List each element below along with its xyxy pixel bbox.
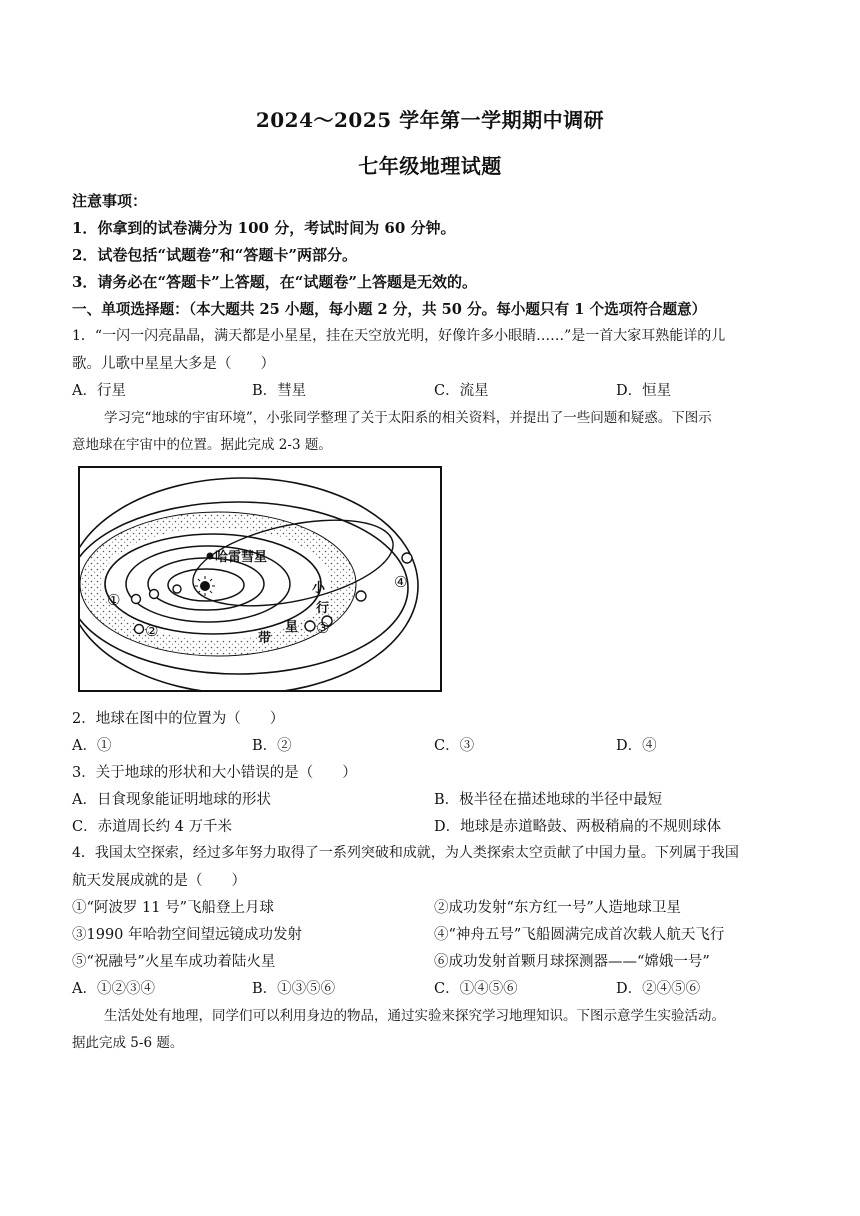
marker-2-label: ②	[145, 622, 159, 640]
halley-comet-dot	[207, 553, 214, 560]
question-1-option-a: A．行星	[72, 383, 126, 399]
question-2-option-c: C．③	[434, 738, 475, 754]
belt-label-3: 带	[258, 631, 272, 646]
question-4-item-4: ④“神舟五号”飞船圆满完成首次载人航天飞行	[434, 927, 725, 943]
question-3-option-c: C．赤道周长约 4 万千米	[72, 819, 233, 835]
belt-label-2: 行	[316, 601, 330, 616]
belt-label-4: 星	[285, 620, 299, 635]
comet-label: 哈雷彗星	[215, 550, 268, 565]
passage-2-line1: 生活处处有地理，同学们可以利用身边的物品，通过实验来探究学习地理知识。下图示意学生实验活动。	[104, 1008, 725, 1024]
question-4-option-c: C．①④⑤⑥	[434, 981, 518, 997]
question-1-stem-line2: 歌。儿歌中星星大多是（ ）	[72, 356, 275, 372]
question-2-option-a: A．①	[72, 738, 112, 754]
question-4-stem-line2: 航天发展成就的是（ ）	[72, 873, 246, 889]
question-1-stem-line1: 1．“一闪一闪亮晶晶，满天都是小星星，挂在天空放光明，好像许多小眼睛……”是一首大家耳熟能详的儿	[72, 328, 726, 344]
question-4-option-b: B．①③⑤⑥	[252, 981, 336, 997]
notice-heading: 注意事项：	[72, 192, 148, 210]
section-heading: 一、单项选择题：（本大题共 25 小题，每小题 2 分，共 50 分。每小题只有 1 个选项符合题意）	[72, 301, 707, 318]
question-4-item-5: ⑤“祝融号”火星车成功着陆火星	[72, 954, 276, 970]
notice-item-3: 3．请务必在“答题卡”上答题，在“试题卷”上答题是无效的。	[72, 273, 477, 291]
question-1-option-b: B．彗星	[252, 383, 307, 399]
marker-1-label: ①	[107, 591, 121, 609]
exam-subtitle: 七年级地理试题	[358, 154, 502, 178]
planet-venus	[150, 590, 159, 599]
question-1-option-d: D．恒星	[616, 383, 672, 399]
planet-marker-2	[135, 625, 144, 634]
notice-item-2: 2．试卷包括“试题卷”和“答题卡”两部分。	[72, 246, 357, 264]
marker-3-label: ③	[316, 619, 330, 637]
planet-marker-4	[402, 553, 412, 563]
notice-item-1: 1．你拿到的试卷满分为 100 分，考试时间为 60 分钟。	[72, 219, 456, 237]
question-3-option-a: A．日食现象能证明地球的形状	[72, 792, 271, 808]
exam-title: 2024～2025 学年第一学期期中调研	[255, 108, 605, 132]
question-4-item-1: ①“阿波罗 11 号”飞船登上月球	[72, 900, 274, 916]
belt-label-1: 小	[312, 581, 326, 596]
question-4-stem-line1: 4．我国太空探索，经过多年努力取得了一系列突破和成就，为人类探索太空贡献了中国力量。下列属于我国	[72, 845, 739, 861]
planet-uranus	[356, 591, 366, 601]
marker-4-label: ④	[394, 573, 408, 591]
planet-mercury	[173, 585, 181, 593]
question-2-option-b: B．②	[252, 738, 292, 754]
planet-marker-1	[132, 595, 141, 604]
question-3-option-b: B．极半径在描述地球的半径中最短	[434, 792, 663, 808]
sun-icon	[195, 576, 215, 596]
planet-marker-3	[305, 621, 315, 631]
question-4-option-d: D．②④⑤⑥	[616, 981, 701, 997]
question-2-stem: 2．地球在图中的位置为（ ）	[72, 711, 285, 727]
question-3-option-d: D．地球是赤道略鼓、两极稍扁的不规则球体	[434, 819, 722, 835]
question-3-stem: 3．关于地球的形状和大小错误的是（ ）	[72, 765, 357, 781]
passage-2-line2: 据此完成 5-6 题。	[72, 1035, 184, 1051]
question-4-item-3: ③1990 年哈勃空间望远镜成功发射	[72, 927, 303, 943]
question-4-option-a: A．①②③④	[72, 981, 155, 997]
question-4-item-6: ⑥成功发射首颗月球探测器——“嫦娥一号”	[434, 954, 710, 970]
solar-system-diagram	[78, 466, 442, 692]
question-1-option-c: C．流星	[434, 383, 489, 399]
question-4-item-2: ②成功发射“东方红一号”人造地球卫星	[434, 900, 681, 916]
passage-1-line2: 意地球在宇宙中的位置。据此完成 2-3 题。	[72, 437, 332, 453]
passage-1-line1: 学习完“地球的宇宙环境”，小张同学整理了关于太阳系的相关资料，并提出了一些问题和疑惑。下图示	[104, 410, 712, 426]
question-2-option-d: D．④	[616, 738, 657, 754]
